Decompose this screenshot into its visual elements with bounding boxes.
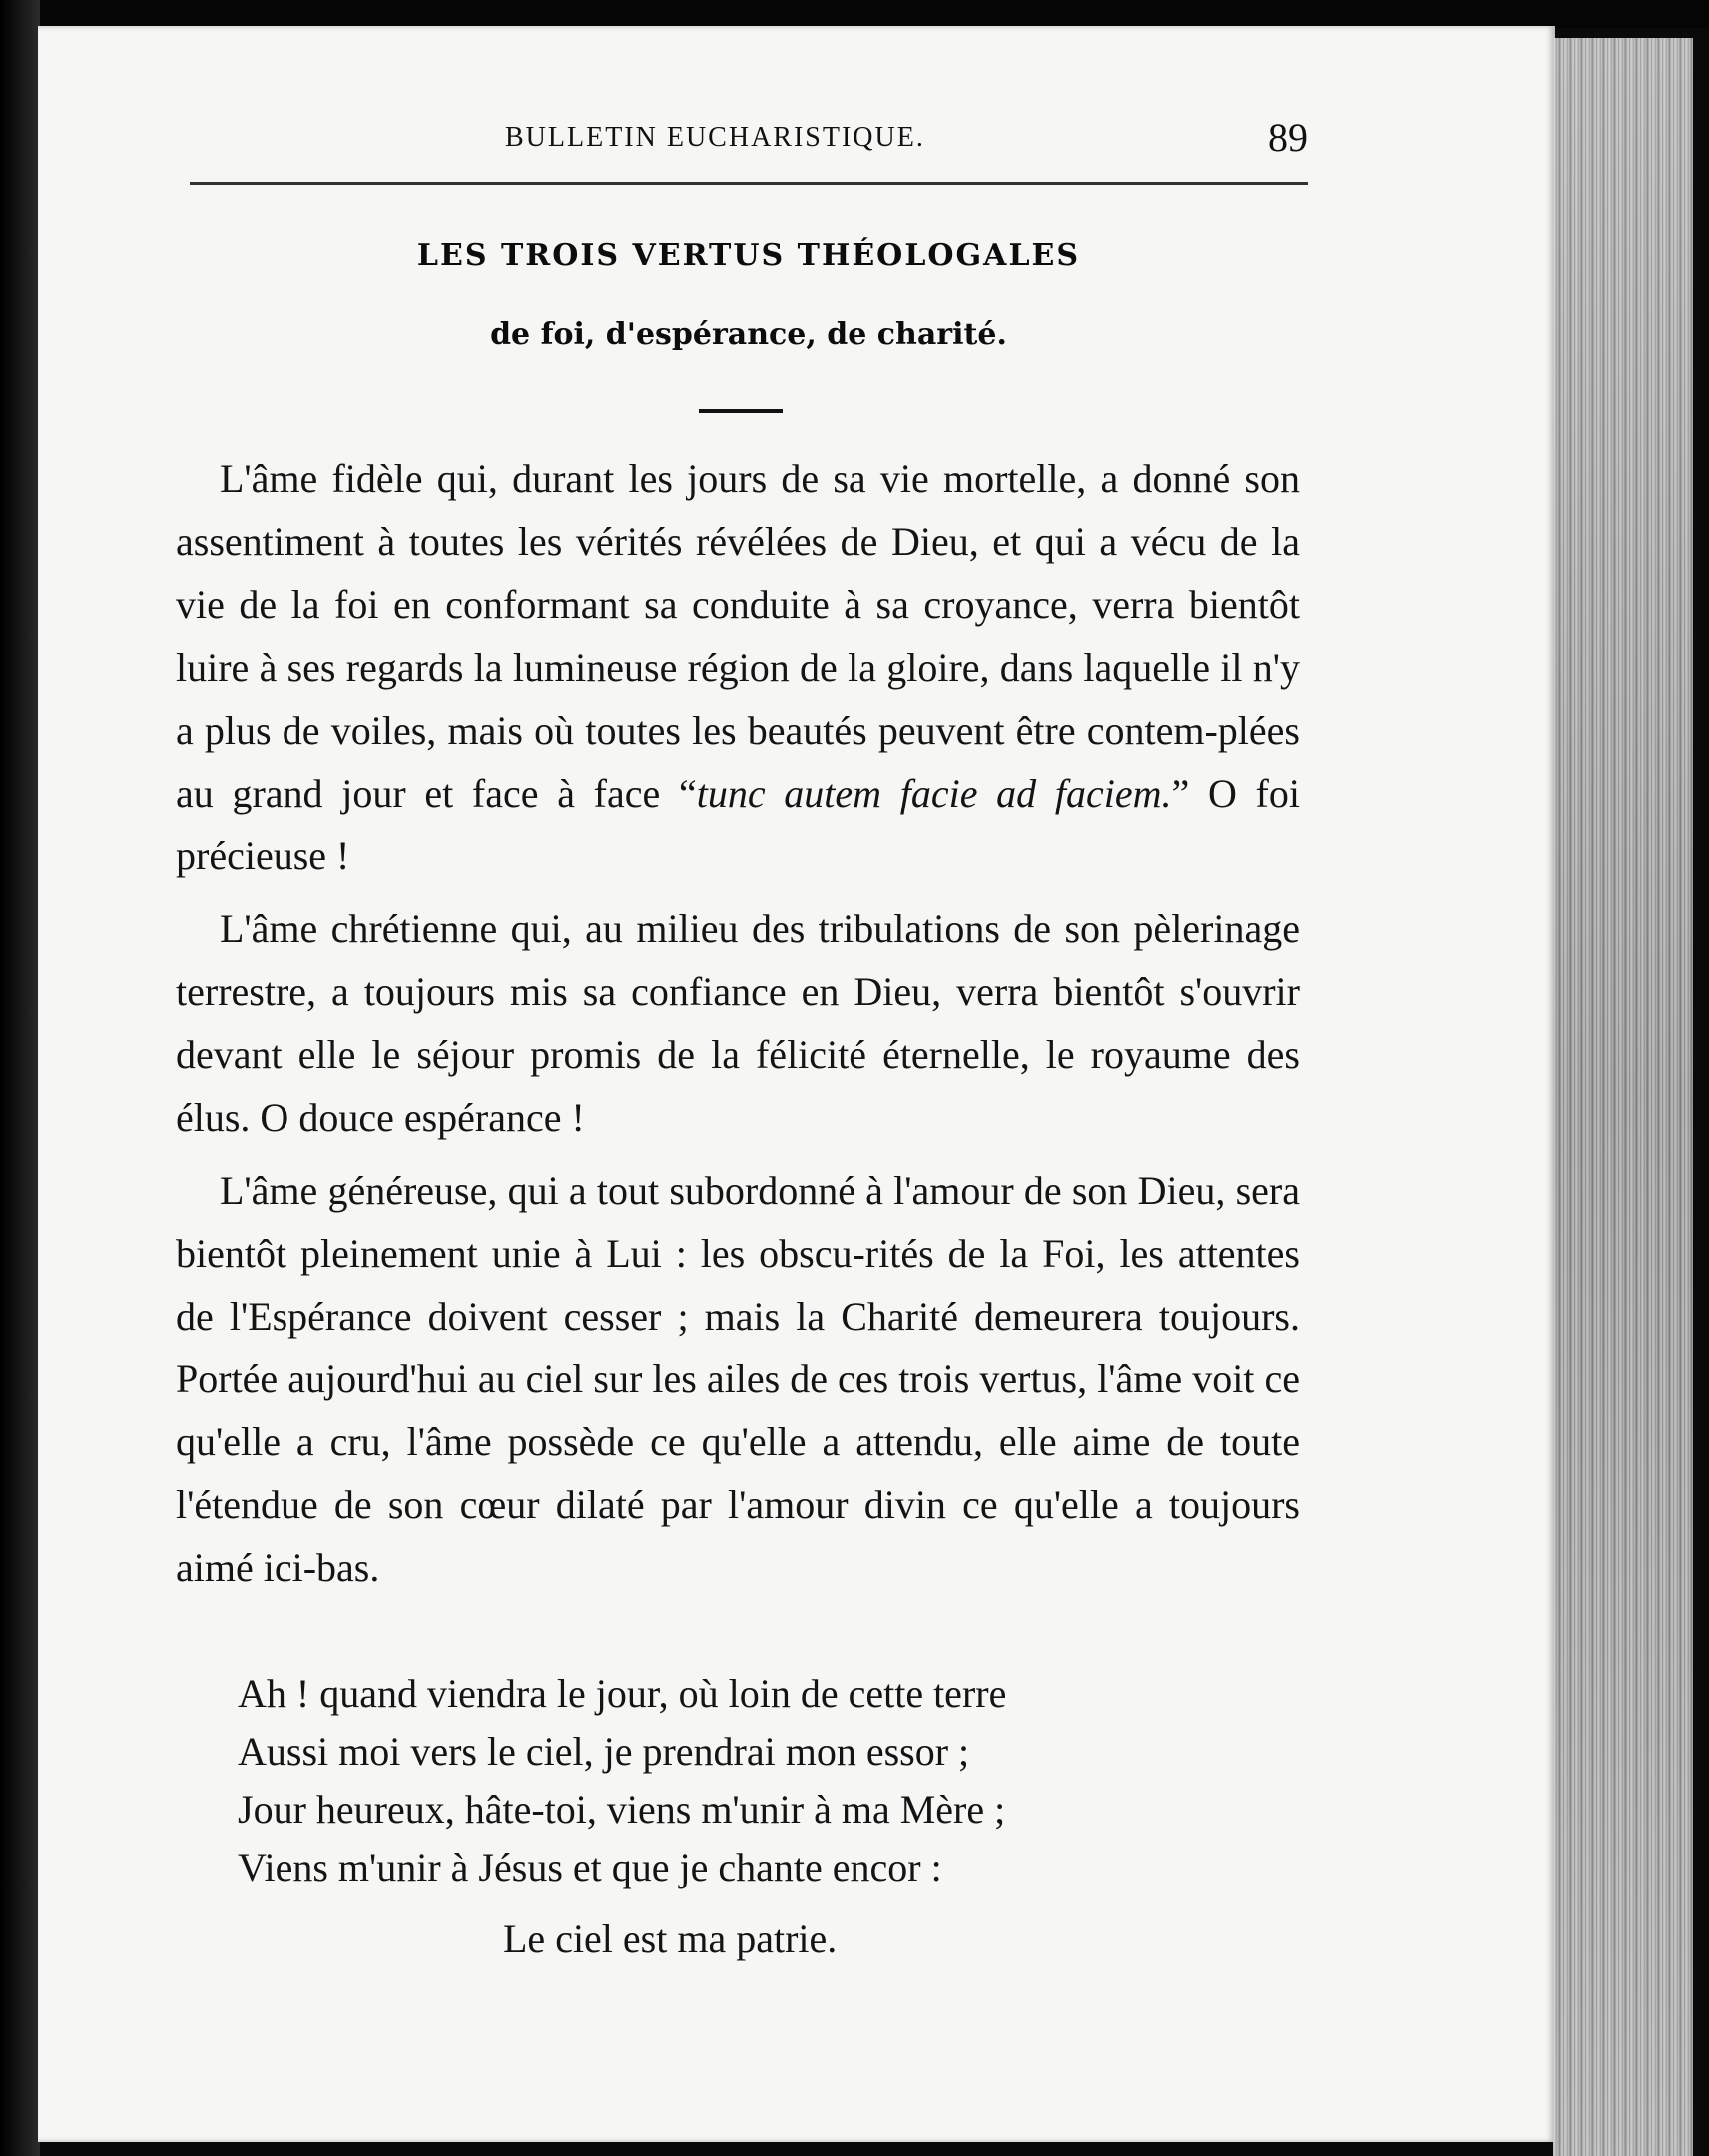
header-rule <box>190 182 1308 185</box>
poem-line: Viens m'unir à Jésus et que je chante encor : <box>238 1845 942 1889</box>
latin-quote: tunc autem facie ad faciem. <box>696 771 1172 815</box>
article-title: LES TROIS VERTUS THÉOLOGALES <box>416 238 1081 272</box>
running-title: BULLETIN EUCHARISTIQUE. <box>505 122 925 153</box>
page-stack-edges <box>1553 38 1693 2156</box>
poem-line: Ah ! quand viendra le jour, où loin de cette terre <box>238 1671 1007 1716</box>
paragraph-charity: L'âme généreuse, qui a tout subordonné à l'amour de son Dieu, sera bientôt pleinement unie à Lui : les obscu-rités de la Foi, les attentes de l'Espérance doivent cesser ; mais la Charité demeurera toujours. Portée aujourd'hui au ciel sur les ailes de ces trois vertus, l'âme voit ce qu'elle a cru, l'âme possède ce qu'elle a attendu, elle aime de toute l'étendue de son cœur dilaté par l'amour divin ce qu'elle a toujours aimé ici-bas. <box>176 1168 1300 1590</box>
poem-refrain: Le ciel est ma patrie. <box>503 1916 838 1961</box>
poem-line: Aussi moi vers le ciel, je prendrai mon essor ; <box>238 1729 970 1774</box>
article-subtitle: de foi, d'espérance, de charité. <box>490 317 1007 352</box>
scan-left-border <box>0 0 40 2156</box>
paragraph-hope: L'âme chrétienne qui, au milieu des tribulations de son pèlerinage terrestre, a toujours mis sa confiance en Dieu, verra bientôt s'ouvrir devant elle le séjour promis de la félicité éternelle, le royaume des élus. O douce espérance ! <box>176 906 1300 1140</box>
paragraph-faith-ending: ” O foi précieuse ! <box>176 771 1300 878</box>
paragraph-faith-text: L'âme fidèle qui, durant les jours de sa vie mortelle, a donné son assentiment à toutes les vérités révélées de Dieu, et qui a vécu de la vie de la foi en conformant sa conduite à sa croyance, verra bientôt luire à ses regards la lumineuse région de la gloire, dans laquelle il n'y a plus de voiles, mais où toutes les beautés peuvent être contem-plées au grand jour et face à face “ <box>176 456 1300 815</box>
page-number: 89 <box>1268 115 1308 160</box>
poem-line: Jour heureux, hâte-toi, viens m'unir à ma Mère ; <box>238 1787 1006 1832</box>
scan-top-border <box>0 0 1709 28</box>
title-rule <box>699 409 783 413</box>
running-head <box>190 112 1308 172</box>
paragraph-faith <box>176 447 1300 887</box>
article-body <box>176 447 1300 1609</box>
poem <box>238 1665 1236 1968</box>
